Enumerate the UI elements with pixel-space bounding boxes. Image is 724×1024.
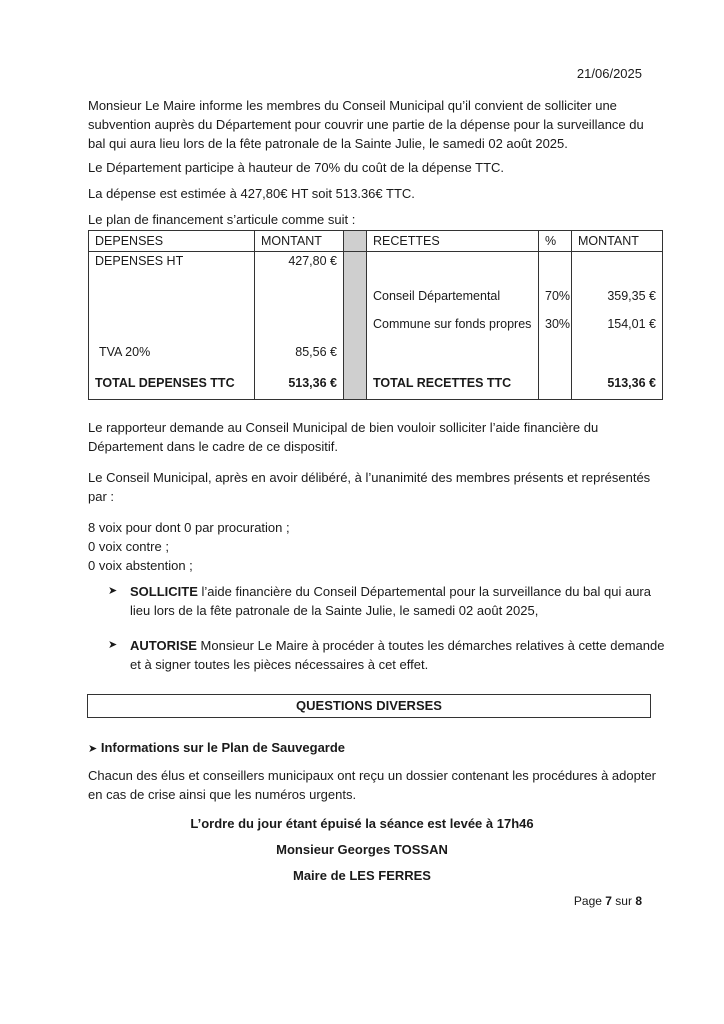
recette-conseil-value: 359,35 € bbox=[572, 282, 663, 310]
decision-body: l’aide financière du Conseil Départemental pour la surveillance du bal qui aura lieu lors de la fête patronale de la Sainte Julie, le samedi 02 août 2025, bbox=[130, 584, 651, 618]
decision-item-sollicite bbox=[108, 582, 668, 620]
depenses-ht-label: DEPENSES HT bbox=[89, 251, 255, 282]
table-header-row bbox=[89, 231, 663, 252]
empty-cell bbox=[539, 366, 572, 399]
empty-cell bbox=[367, 338, 539, 366]
recette-commune-label: Commune sur fonds propres bbox=[367, 310, 539, 338]
separator-cell bbox=[344, 251, 367, 282]
mayor-name: Monsieur Georges TOSSAN bbox=[276, 842, 448, 857]
closing-line: L’ordre du jour étant épuisé la séance est levée à 17h46 bbox=[190, 816, 534, 831]
empty-cell bbox=[572, 251, 663, 282]
decision-keyword: AUTORISE bbox=[130, 638, 197, 653]
vote-pour: 8 voix pour dont 0 par procuration ; bbox=[88, 520, 290, 535]
separator-cell bbox=[344, 310, 367, 338]
subheading-text: Informations sur le Plan de Sauvegarde bbox=[100, 740, 346, 755]
table-row bbox=[89, 282, 663, 310]
page-current: 7 bbox=[605, 894, 612, 908]
total-recettes-label: TOTAL RECETTES TTC bbox=[367, 366, 539, 399]
header-montant-recettes: MONTANT bbox=[572, 231, 663, 252]
total-recettes-value: 513,36 € bbox=[572, 366, 663, 399]
total-depenses-label: TOTAL DEPENSES TTC bbox=[89, 366, 255, 399]
estimate-paragraph: La dépense est estimée à 427,80€ HT soit 513.36€ TTC. bbox=[88, 186, 415, 201]
separator-cell bbox=[344, 366, 367, 399]
decision-keyword: SOLLICITE bbox=[130, 584, 198, 599]
separator-cell bbox=[344, 338, 367, 366]
decision-body: Monsieur Le Maire à procéder à toutes les démarches relatives à cette demande et à signer toutes les pièces nécessaires à cet effet. bbox=[130, 638, 665, 672]
tva-label: TVA 20% bbox=[89, 338, 255, 366]
recette-conseil-label: Conseil Départemental bbox=[367, 282, 539, 310]
table-row bbox=[89, 310, 663, 338]
page-total: 8 bbox=[635, 894, 642, 908]
header-depenses: DEPENSES bbox=[89, 231, 255, 252]
total-depenses-value: 513,36 € bbox=[255, 366, 344, 399]
subheading-plan-sauvegarde bbox=[88, 738, 660, 759]
vote-abstention: 0 voix abstention ; bbox=[88, 558, 193, 573]
empty-cell bbox=[89, 310, 255, 338]
empty-cell bbox=[255, 282, 344, 310]
separator-column bbox=[344, 231, 367, 252]
header-montant-depenses: MONTANT bbox=[255, 231, 344, 252]
vote-results bbox=[88, 518, 660, 575]
empty-cell bbox=[255, 310, 344, 338]
separator-cell bbox=[344, 282, 367, 310]
sur-word: sur bbox=[615, 894, 632, 908]
financing-plan-intro: Le plan de financement s’articule comme suit : bbox=[88, 212, 356, 227]
empty-cell bbox=[572, 338, 663, 366]
questions-paragraph: Chacun des élus et conseillers municipaux ont reçu un dossier contenant les procédures à adopter en cas de crise ainsi que les numéros urgents. bbox=[88, 768, 657, 802]
empty-cell bbox=[539, 338, 572, 366]
vote-contre: 0 voix contre ; bbox=[88, 539, 169, 554]
decision-item-autorise bbox=[108, 636, 668, 674]
table-row bbox=[89, 338, 663, 366]
table-row bbox=[89, 251, 663, 282]
header-recettes: RECETTES bbox=[367, 231, 539, 252]
rapporteur-paragraph: Le rapporteur demande au Conseil Municipal de bien vouloir solliciter l’aide financière du Département dans le cadre de ce dispositif. bbox=[88, 420, 599, 454]
financing-table bbox=[88, 230, 663, 400]
page-word: Page bbox=[573, 894, 602, 908]
recette-conseil-percent: 70% bbox=[539, 282, 572, 310]
arrowhead-bullet-icon: ➤ bbox=[108, 585, 118, 597]
intro-paragraph: Monsieur Le Maire informe les membres du Conseil Municipal qu’il convient de solliciter une subvention auprès du Département pour couvrir une partie de la dépense pour la surveillance du bal qui aura lieu lors de la fête patronale de la Sainte Julie, le samedi 02 août 2025. bbox=[88, 98, 644, 151]
decision-text bbox=[130, 582, 668, 620]
depenses-ht-value: 427,80 € bbox=[255, 251, 344, 282]
header-percent: % bbox=[539, 231, 572, 252]
empty-cell bbox=[539, 251, 572, 282]
conseil-paragraph: Le Conseil Municipal, après en avoir délibéré, à l’unanimité des membres présents et représentés par : bbox=[88, 470, 651, 504]
arrowhead-bullet-icon: ➤ bbox=[108, 639, 118, 651]
arrowhead-bullet-icon: ➤ bbox=[88, 743, 98, 755]
decision-text bbox=[130, 636, 668, 674]
empty-cell bbox=[89, 282, 255, 310]
mayor-title: Maire de LES FERRES bbox=[293, 868, 431, 883]
table-total-row bbox=[89, 366, 663, 399]
tva-value: 85,56 € bbox=[255, 338, 344, 366]
page-number bbox=[574, 894, 642, 908]
recette-commune-value: 154,01 € bbox=[572, 310, 663, 338]
document-date: 21/06/2025 bbox=[576, 66, 642, 81]
section-title-questions: QUESTIONS DIVERSES bbox=[87, 694, 651, 718]
empty-cell bbox=[367, 251, 539, 282]
participation-paragraph: Le Département participe à hauteur de 70% du coût de la dépense TTC. bbox=[88, 160, 505, 175]
recette-commune-percent: 30% bbox=[539, 310, 572, 338]
